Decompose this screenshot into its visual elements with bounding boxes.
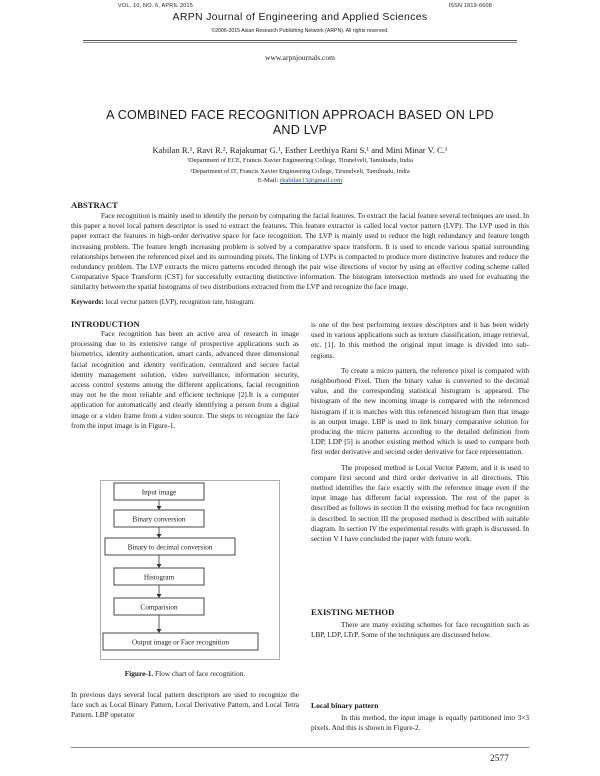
title-line-1: A COMBINED FACE RECOGNITION APPROACH BASED ON LPD [106, 108, 494, 122]
step-input-image: Input image [141, 488, 177, 497]
journal-title: ARPN Journal of Engineering and Applied Sciences [172, 11, 428, 23]
step-binary-to-decimal: Binary to decimal conversion [127, 543, 213, 552]
figure-1-caption [71, 669, 299, 678]
affiliation-1: ¹Department of ECE, Francis Xavier Engineering College, Tirunelveli, Tamilnadu, India [187, 157, 413, 164]
step-comparision: Comparision [140, 603, 178, 612]
right-para-2: To create a micro pattern, the reference pixel is compared with neighborhood Pixel. Then the binary value is converted to the decimal value, and the corresponding statistical histogram is appeared. The histogram of the new incoming image is compared with the referenced histogram if it is matches with this referenced histogram then that image is an output image. LBP is used to link binary comparative solution for producing the micro patterns according to the detailed definition from LDP, LDP [5] is another existing method which is used to compare both first order derivative and second order derivative for face representation. [311, 365, 529, 457]
right-para-1: is one of the best performing texture descriptors and it has been widely used in various applications such as texture classification, image retrieval, etc. [1]. In this method the original input image is divided into sub-regions. [311, 320, 529, 360]
step-output-image: Output image or Face recognition [131, 638, 230, 647]
figure-caption-text: Flow chart of face recognition. [153, 669, 246, 678]
intro-paragraph-2 [71, 690, 299, 721]
keywords-text: local vector pattern (LVP), recognition rate, histogram. [103, 299, 255, 306]
page-number: 2577 [490, 754, 509, 764]
email-label: E-Mail: [257, 177, 280, 184]
volume-info: VOL. 10, NO. 6, APRIL 2015 [118, 3, 194, 9]
footer-rule [71, 747, 529, 748]
header-rule-thin [83, 42, 517, 43]
lbp-text [311, 713, 529, 733]
introduction-heading: INTRODUCTION [71, 319, 140, 329]
existing-method-text [311, 620, 529, 640]
issn: ISSN 1819-6608 [448, 3, 492, 9]
keywords-label: Keywords: [71, 298, 104, 306]
paper-title [80, 108, 520, 138]
arrow-icon [157, 506, 162, 510]
author-list: Kabilan R.¹, Ravi R.², Rajakumar G.¹, Esther Leethiya Rani S.¹ and Mini Minar V. C.¹ [152, 145, 448, 155]
existing-method-heading: EXISTING METHOD [311, 607, 395, 617]
step-histogram: Histogram [143, 573, 175, 582]
right-para-3: The proposed method is Local Vector Pattern, and it is used to compare first second and third order derivative in all directions. This method identifies the face exactly with the reference image even if the input image has different facial expression. The rest of the paper is described as follows in section II the existing method for face recognition is described. In section III the proposed method is described with suitable diagram. In section IV the experimental results with graph is discussed. In section V I have concluded the paper with future work. [311, 462, 529, 544]
keywords-line [71, 298, 529, 306]
arrow-icon [157, 564, 162, 568]
email-line [0, 177, 600, 184]
figure-label: Figure-1. [124, 669, 154, 678]
intro-text-2: In previous days several local pattern descriptors are used to recognize the face such as Local Binary Pattern, Local Derivative Pattern, and Local Tetra Pattern. LBP operator [71, 690, 299, 720]
existing-method-para: There are many existing schemes for face recognition such as LBP, LDP, LTrP. Some of the techniques are discussed below. [311, 620, 529, 640]
title-line-2: AND LVP [272, 123, 328, 137]
header-rule [83, 40, 517, 41]
lbp-heading: Local binary pattern [311, 701, 379, 710]
affiliation-2: ²Department of IT, Francis Xavier Engineering College, Tirunelveli, Tamilnadu, India [190, 168, 410, 175]
abstract-text: Face recognition is mainly used to identify the person by comparing the facial features. To extract the facial feature several techniques are used. In this paper a novel local pattern descriptor is used to extract the features. This feature extractor is called local vector pattern (LVP). The LVP used in this paper extract the features in high-order derivative space for face recognition. The LVP is mainly used to reduce the high redundancy and feature length increasing problem. The feature length increasing problem is solved by a comparative space transform. It is used to encode various spatial surrounding relationships between the referenced pixel and its surrounding pixels. The linking of LVPs is compacted to produce more distinctive features and reduce the redundancy problem. The LVP extracts the micro patterns encoded through the pair wise directions of vector by using an effective coding scheme called Comparative Space Transform (CST) for successfully extracting distinctive information. The histogram intersection methods are used for evaluating the similarity between the spatial histograms of two distributions extracted from the LVP and recognize the face image. [71, 211, 529, 292]
right-column-text [311, 320, 529, 544]
step-binary-conversion: Binary conversion [132, 515, 186, 524]
intro-text-1: Face recognition has been an active area of research in image processing due to its extensive range of prospective applications such as biometrics, identity authentication, smart cards, advanced three dimensional facial recognition and identity verification, centralized and secure facial identity management solution, video surveillance, information security, access control systems among the different applications, facial recognition may not be the most reliable and efficient technique [2].It is a computer application for automatically and clearly identifying a person from a digital image or a video frame from a video source. The steps to recognize the face from the input image is in Figure-1. [71, 329, 299, 430]
arrow-icon [157, 594, 162, 598]
copyright-line: ©2006-2015 Asian Research Publishing Network (ARPN). All rights reserved. [211, 28, 389, 34]
arrow-icon [157, 534, 162, 538]
lbp-para: In this method, the input image is equally partitioned into 3×3 pixels. And this is shown in Figure-2. [311, 713, 529, 733]
intro-paragraph-1 [71, 329, 299, 431]
email-link[interactable]: rkabilan13@gmail.com [279, 177, 343, 184]
abstract-heading: ABSTRACT [71, 200, 118, 210]
flowchart-figure [100, 480, 280, 660]
journal-website: www.arpnjournals.com [265, 53, 335, 62]
arrow-icon [157, 629, 162, 633]
